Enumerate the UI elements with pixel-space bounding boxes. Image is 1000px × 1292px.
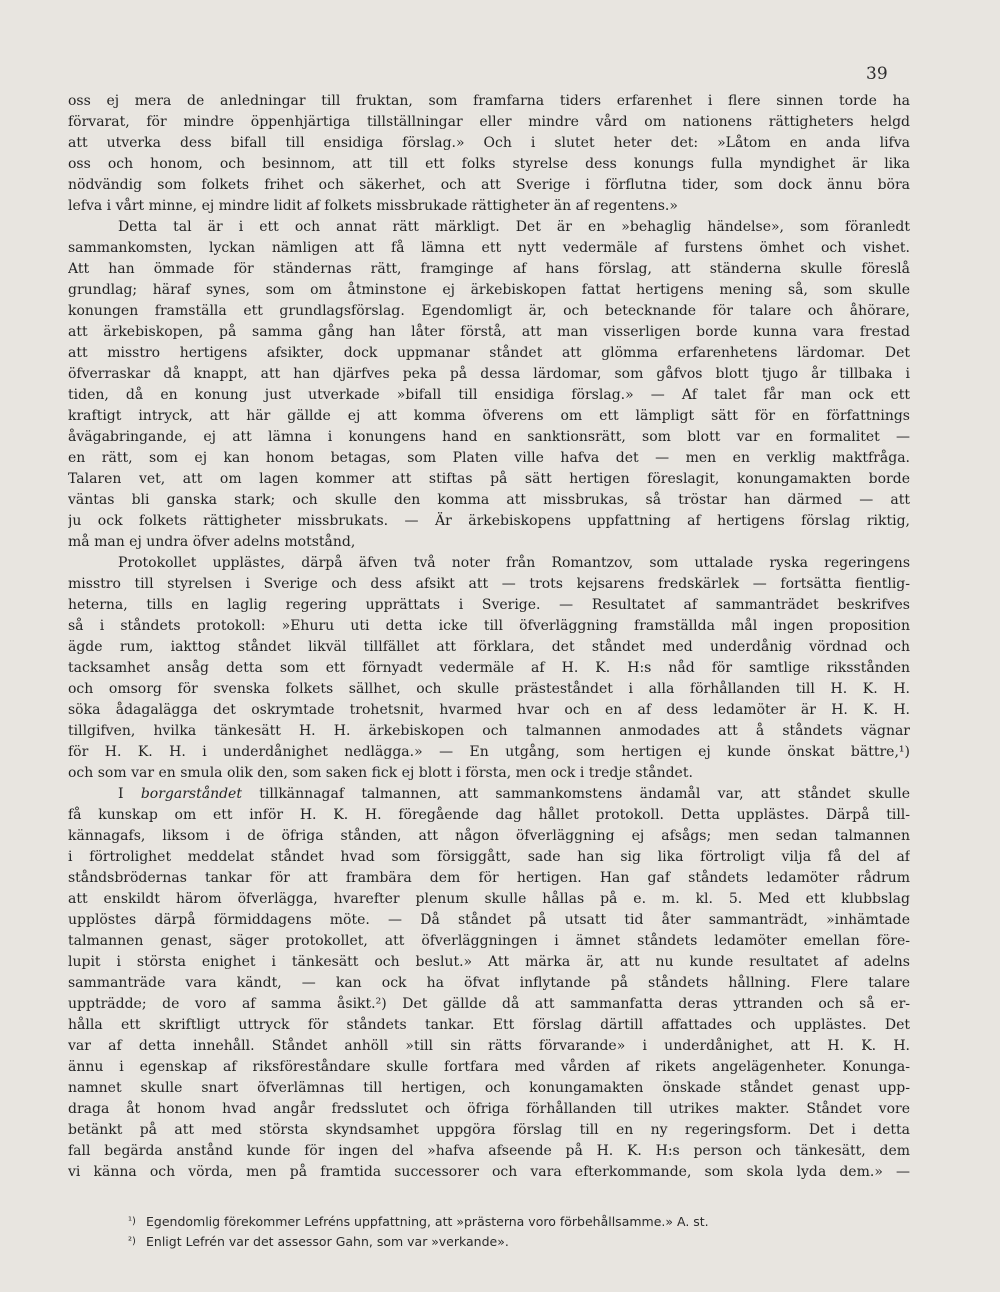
text-line: hålla ett skriftligt uttryck för ståndets tankar. Ett förslag därtill affattades och upplästes. Det [68,1017,910,1033]
footnote-mark: ¹) [128,1216,136,1227]
text-line: för H. K. H. i underdånighet nedlägga.» — En utgång, som hertigen ej kunde önskat bättre,¹) [68,744,910,760]
text-line: oss och honom, och besinnom, att till ett folks styrelse dess konungs fulla myndighet är lika [68,156,910,172]
text-line: Protokollet upplästes, därpå äfven två noter från Romantzov, som uttalade ryska regeringens [118,555,910,571]
footnote-mark: ²) [128,1236,136,1247]
text-line: Att han ömmade för ständernas rätt, framginge af hans förslag, att ständerna skulle föreslå [68,261,910,277]
text-line: ju ock folkets rättigheter missbrukats. — Är ärkebiskopens uppfattning af hertigens förslag riktig, [68,513,910,529]
text-line: uppträdde; de voro af samma åsikt.²) Det gällde då att sammanfatta deras yttranden och så er- [68,996,910,1012]
text-line: lupit i största enighet i tänkesätt och beslut.» Att märka är, att nu kunde resultatet af adelns [68,954,910,970]
text-line: nödvändig som folkets frihet och säkerhet, och att Sverige i förflutna tider, som dock ännu böra [68,177,910,193]
text-line: ägde rum, iakttog ståndet likväl tillfället att förklara, det ståndet med underdånig vördnad och [68,639,910,655]
text-line: att misstro hertigens afsikter, dock uppmanar ståndet att glömma erfarenhetens lärdomar. Det [68,345,910,361]
text-line: sammankomsten, lyckan nämligen att få lämna ett nytt vedermäle af furstens ömhet och vishet. [68,240,910,256]
text-line: Talaren vet, att om lagen kommer att stiftas på sätt hertigen föreslagit, konungamakten borde [68,471,910,487]
text-line: tillgifven, hvilka tänkesätt H. H. ärkebiskopen och talmannen anmodades att å ståndets vägnar [68,723,910,739]
footnote [128,1232,848,1252]
text-line: talmannen genast, säger protokollet, att öfverläggningen i ämnet ståndets ledamöter emellan före- [68,933,910,949]
text-line: öfverraskar då knappt, att han djärfves peka på dessa lärdomar, som gåfvos blott tjugo år tillbaka i [68,366,910,382]
footnote [128,1212,848,1232]
text-line: upplöstes därpå förmiddagens möte. — Då ståndet på utsatt tid åter sammanträdt, »inhämtade [68,912,910,928]
text-line: oss ej mera de anledningar till fruktan, som framfarna tiders erfarenhet i flere sinnen torde ha [68,93,910,109]
text-line: i förtrolighet meddelat ståndet hvad som försiggått, sade han sig lika förtroligt vilja få del af [68,849,910,865]
text-line: heterna, tills en laglig regering upprättats i Sverige. — Resultatet af sammanträdet beskrifves [68,597,910,613]
text-line: ståndsbrödernas tankar för att frambära dem för hertigen. Han gaf ståndets ledamöter rådrum [68,870,910,886]
text-line: ännu i egenskap af riksföreståndare skulle fortfara med vården af rikets angelägenheter. Konunga- [68,1059,910,1075]
text-line: och som var en smula olik den, som saken fick ej blott i första, men ock i tredje ståndet. [68,765,693,781]
text-line: namnet skulle snart öfverlämnas till hertigen, och konungamakten önskade ståndet genast upp- [68,1080,910,1096]
text-line: grundlag; häraf synes, som om åtminstone ej ärkebiskopen fattat hertigens mening så, som skulle [68,282,910,298]
text-line: åvägabringande, ej att lämna i konungens hand en sanktionsrätt, som blott var en formalitet — [68,429,910,445]
text-line: tacksamhet ansåg detta som ett förnyadt vedermäle af H. K. H:s nåd för samtlige riksstånden [68,660,910,676]
footnote-text: Egendomlig förekommer Lefréns uppfattning, att »prästerna voro förbehållsamme.» A. st. [146,1214,709,1229]
text-line: må man ej undra öfver adelns motstånd, [68,534,356,550]
text-line: väntas bli ganska stark; och skulle den komma att missbrukas, så tröstar han därmed — att [68,492,910,508]
text-line: så i ståndets protokoll: »Ehuru uti detta icke till öfverläggning framställda mål ingen proposition [68,618,910,634]
text-line: och omsorg för svenska folkets sällhet, och skulle prästeståndet i alla förhållanden till H. K. H. [68,681,910,697]
text-line: betänkt på att med största skyndsamhet uppgöra förslag till en ny regeringsform. Det i detta [68,1122,910,1138]
footnote-text: Enligt Lefrén var det assessor Gahn, som var »verkande». [146,1234,509,1249]
footnotes [128,1212,848,1252]
text-line: vi känna och vörda, men på framtida successorer och vara efterkommande, som skola lyda dem.» — [68,1164,910,1180]
text-line: I borgarståndet tillkännagaf talmannen, att sammankomstens ändamål var, att ståndet skulle [118,786,910,802]
italic-term: borgarståndet [140,786,242,802]
body-text [68,91,910,1183]
text-line: kännagafs, liksom i de öfriga stånden, att någon öfverläggning ej afsågs; men sedan talmannen [68,828,910,844]
text-line: Detta tal är i ett och annat rätt märkligt. Det är en »behaglig händelse», som föranledt [118,219,910,235]
text-line: få kunskap om ett inför H. K. H. föregående dag hållet protokoll. Detta upplästes. Därpå till- [68,807,910,823]
text-line: förvarat, för mindre öppenhjärtiga tillställningar eller mindre vård om nationens rättigheters helgd [68,114,910,130]
text-line: tiden, då en konung just utverkade »bifall till ensidiga förslag.» — Af talet får man ock ett [68,387,910,403]
text-line: att ärkebiskopen, på samma gång han låter förstå, att man visserligen borde kunna vara frestad [68,324,910,340]
text-line: kraftigt intryck, att här gällde ej att komma öfverens om ett lämpligt sätt för en författnings [68,408,910,424]
text-line: en rätt, som ej kan honom betagas, som Platen ville hafva det — men en verklig maktfråga. [68,450,910,466]
text-line: att enskildt härom öfverlägga, hvarefter plenum skulle hållas på e. m. kl. 5. Med ett klubbslag [68,891,910,907]
text-line: söka ådagalägga det oskrymtade trohetsnit, hvarmed hvar och en af dess ledamöter är H. K. H. [68,702,910,718]
text-line: var af detta innehåll. Ståndet anhöll »till sin rätts förvarande» i underdånighet, att H. K. H. [68,1038,910,1054]
page-number: 39 [866,64,888,84]
text-line: lefva i vårt minne, ej mindre lidit af folkets missbrukade rättigheter än af regentens.» [68,198,678,214]
text-line: att utverka dess bifall till ensidiga förslag.» Och i slutet heter det: »Låtom en anda lifva [68,135,910,151]
text-line: draga åt honom hvad angår fredsslutet och öfriga förhållanden till utrikes makter. Ståndet vore [68,1101,910,1117]
text-line: misstro till styrelsen i Sverige och dess afsikt att — trots kejsarens fredskärlek — fortsätta fientlig- [68,576,910,592]
text-line: konungen framställa ett grundlagsförslag. Egendomligt är, och betecknande för talare och åhörare, [68,303,910,319]
text-line: sammanträde vara kändt, — kan ock ha öfvat inflytande på ståndets hållning. Flere talare [68,975,910,991]
text-line: fall begärda anstånd kunde för ingen del »hafva afseende på H. K. H:s person och tänkesätt, dem [68,1143,910,1159]
